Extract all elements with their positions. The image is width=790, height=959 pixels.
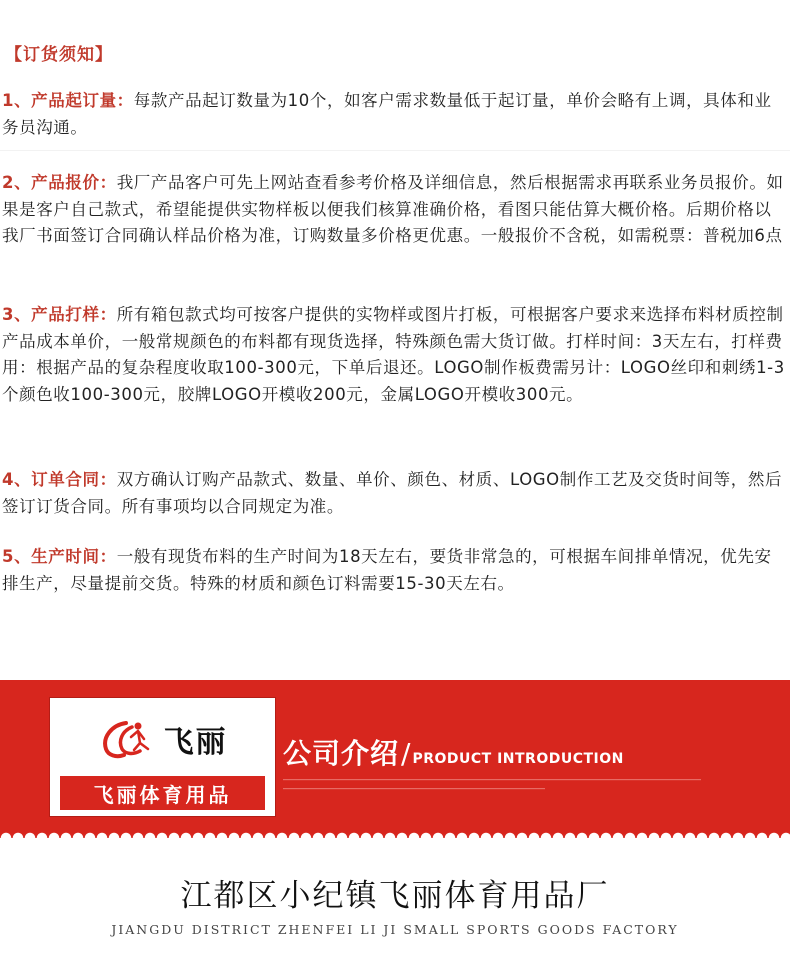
notice-item-label: 4、订单合同： [2,470,117,489]
brand-name: 飞丽 [163,725,228,760]
notice-item-text: 双方确认订购产品款式、数量、单价、颜色、材质、LOGO制作工艺及交货时间等，然后签订订货合同。所有事项均以合同规定为准。 [2,470,783,516]
notice-item-sample [2,302,788,408]
notice-item-text: 一般有现货布料的生产时间为18天左右，要货非常急的，可根据车间排单情况，优先安排生产，尽量提前交货。特殊的材质和颜色订料需要15-30天左右。 [2,547,772,593]
notice-item-contract [2,467,788,520]
notice-item-label: 1、产品起订量： [2,91,134,110]
notice-item-production [2,544,788,597]
notice-item-text: 所有箱包款式均可按客户提供的实物样或图片打板，可根据客户要求来选择布料材质控制产品成本单价，一般常规颜色的布料都有现货选择，特殊颜色需大货订做。打样时间：3天左右，打样费用：根据产品的复杂程度收取100-300元，下单后退还。LOGO制作板费需另计：LOGO丝印和刺绣1-3个颜色收100-300元，胶牌LOGO开模收200元，金属LOGO开模收300元。 [2,305,785,404]
notice-item-text: 我厂产品客户可先上网站查看参考价格及详细信息，然后根据需求再联系业务员报价。如果是客户自己款式，希望能提供实物样板以便我们核算准确价格，看图只能估算大概价格。后期价格以我厂书面签订合同确认样品价格为准，订购数量多价格更优惠。一般报价不含税，如需税票：普税加6点 [2,173,784,245]
company-intro-banner [0,680,790,838]
intro-title-cn: 公司介绍 [283,737,400,770]
intro-title-en: PRODUCT INTRODUCTION [412,751,624,767]
factory-name-en: JIANGDU DISTRICT ZHENFEI LI JI SMALL SPORTS GOODS FACTORY [111,922,679,937]
notice-item-moq [2,88,788,141]
banner-scalloped-edge [0,826,790,838]
decorative-letter-strip [283,776,703,799]
notice-title: 【订货须知】 [5,45,113,65]
brand-subtitle: 飞丽体育用品 [60,776,265,810]
intro-slash: / [401,737,411,770]
notice-item-label: 2、产品报价： [2,173,117,192]
brand-logo [54,702,271,776]
factory-name-cn: 江都区小纪镇飞丽体育用品厂 [180,878,610,914]
divider [0,150,790,151]
decorative-dots-pattern [283,776,703,796]
notice-item-label: 3、产品打样： [2,305,117,324]
notice-item-text: 每款产品起订数量为10个，如客户需求数量低于起订量，单价会略有上调，具体和业务员沟通。 [2,91,772,137]
notice-item-quote [2,170,788,250]
factory-footer [0,838,790,959]
intro-heading [283,732,624,772]
brand-logo-card [50,698,275,816]
notice-item-label: 5、生产时间： [2,547,117,566]
feili-logo-icon [98,717,158,761]
